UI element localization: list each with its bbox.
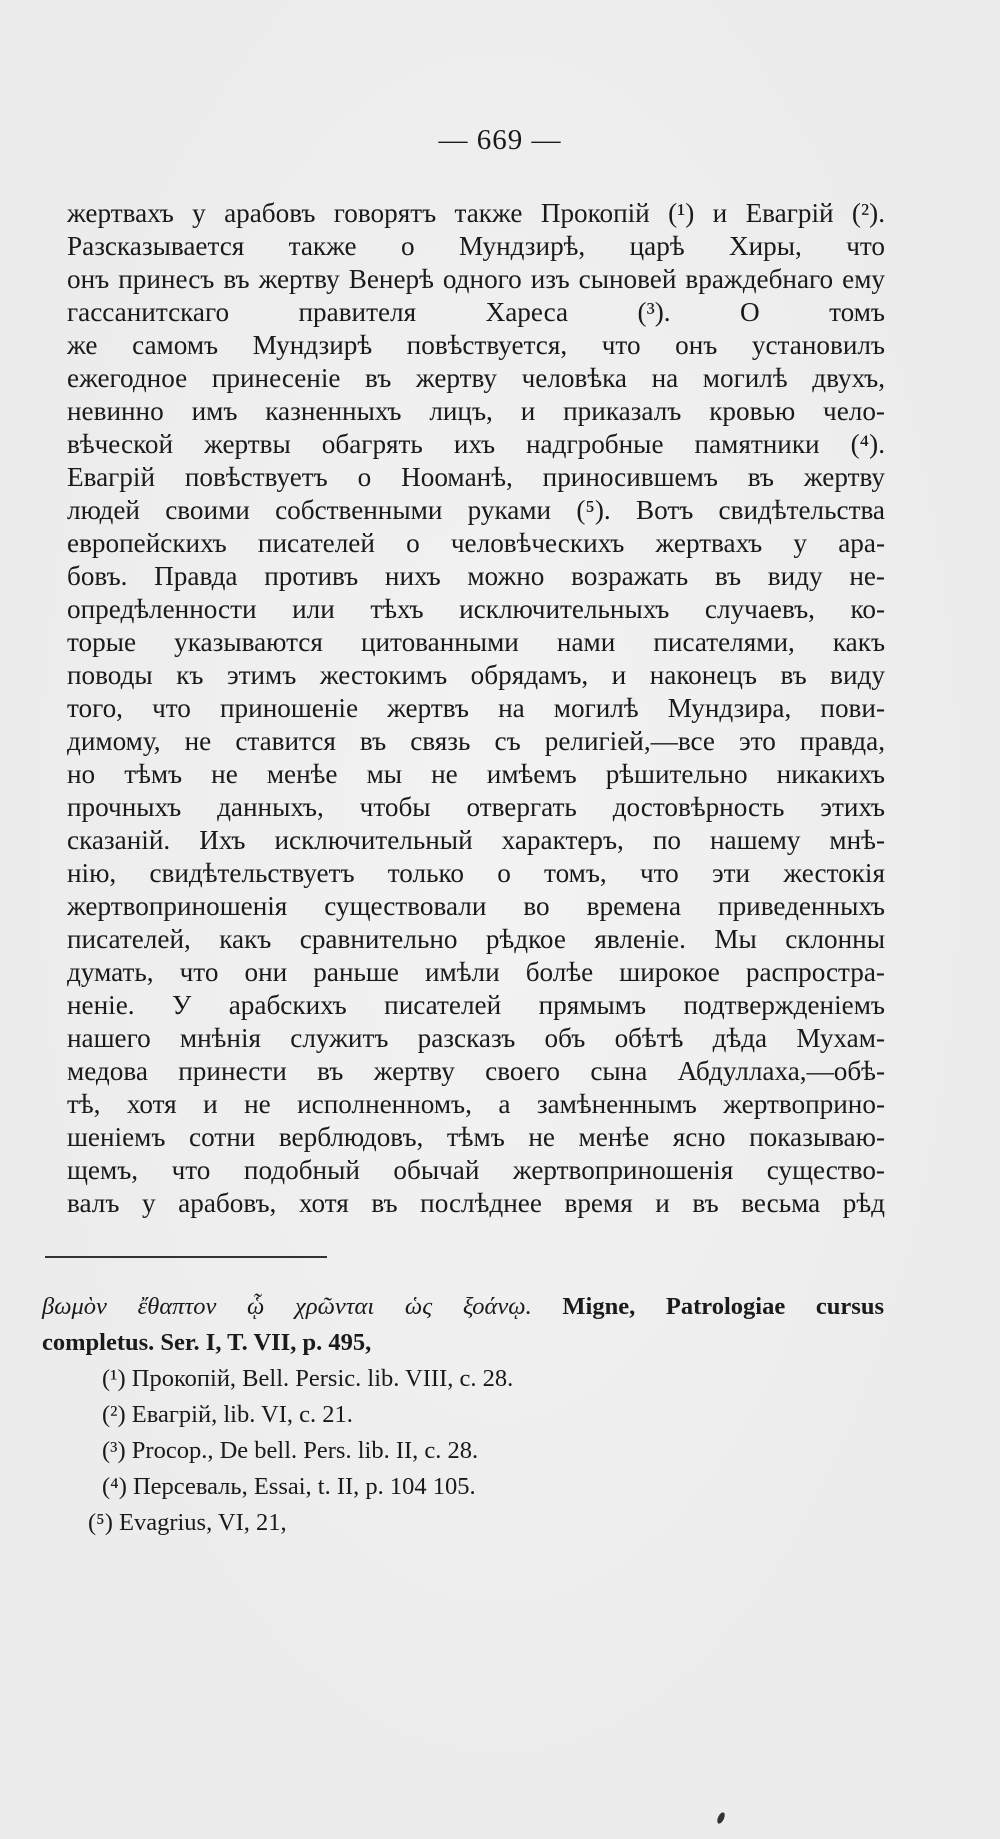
footnote-3 [42,1434,884,1470]
footnote-continuation [42,1290,884,1326]
text-line: валъ у арабовъ, хотя въ послѣднее время и въ весьма рѣд [67,1188,885,1218]
ink-speck [716,1811,727,1824]
text-line: шеніемъ сотни верблюдовъ, тѣмъ не менѣе ясно показываю- [67,1122,885,1152]
footnote-mark: (²) [102,1401,126,1428]
text-line: Евагрій повѣствуетъ о Ноомaнѣ, приносившемъ въ жертву [67,462,885,492]
text-line: торые указываются цитованными нами писателями, какъ [67,627,885,657]
footnote-mark: (³) [102,1437,126,1464]
footnote-continuation-line [42,1326,884,1362]
text-line: тѣ, хотя и не исполненномъ, а замѣненнымъ жертвоприно- [67,1089,885,1119]
text-line: онъ принесъ въ жертву Венерѣ одного изъ сыновей враждебнаго ему гассанитскаго правителя Хареса (³). О томъ [67,264,885,327]
main-text [67,197,885,1220]
text-line: нію, свидѣтельствуетъ только о томъ, что эти жестокія [67,858,885,888]
page-number: — 669 — [438,124,562,156]
text-line: сказаній. Ихъ исключительный характеръ, по нашему мнѣ- [67,825,885,855]
text-line: медова принести въ жертву своего сына Абдуллаха,—обѣ- [67,1056,885,1086]
text-line: невинно имъ казненныхъ лицъ, и приказалъ кровью чело- [67,396,885,426]
text-line: думать, что они раньше имѣли болѣе широкое распростра- [67,957,885,987]
footnote-mark: (⁴) [102,1473,127,1500]
footnote-1 [42,1362,884,1398]
text-line: писателей, какъ сравнительно рѣдкое явленіе. Мы склонны [67,924,885,954]
text-line: щемъ, что подобный обычай жертвоприношенія существо- [67,1155,885,1185]
footnote-5 [42,1506,884,1542]
text-line: димому, не ставится въ связь съ религіей,—все это правда, [67,726,885,756]
footnote-4 [42,1470,884,1506]
text-line: ежегодное принесеніе въ жертву человѣка на могилѣ двухъ, [67,363,885,393]
text-line: нашего мнѣнія служитъ разсказъ объ обѣтѣ дѣда Мухам- [67,1023,885,1053]
text-line: же самомъ Мундзирѣ повѣствуется, что онъ установилъ [67,330,885,360]
footnote-mark: (⁵) [88,1509,113,1536]
footnote-text: Evagrius, VI, 21, [118,1509,287,1536]
text-line: вѣческой жертвы обагрять ихъ надгробные памятники (⁴). [67,429,885,459]
text-line: но тѣмъ не менѣе мы не имѣемъ рѣшительно никакихъ [67,759,885,789]
footnote-reference: Migne, Patrologiae cursus [562,1293,884,1320]
footnote-text: Прокопій, Bell. Persic. lib. VIII, c. 28. [131,1365,514,1392]
text-line: неніе. У арабскихъ писателей прямымъ подтвержденіемъ [67,990,885,1020]
text-line: бовъ. Правда противъ нихъ можно возражать въ виду не- [67,561,885,591]
footnote-text: Персеваль, Essai, t. II, p. 104 105. [132,1473,476,1500]
text-line: опредѣленности или тѣхъ исключительныхъ случаевъ, ко- [67,594,885,624]
greek-quote: βωμὸν ἔθαπτον ᾧ χρῶνται ὡς ξοάνῳ. [42,1293,532,1320]
footnote-text: Евагрій, lib. VI, c. 21. [131,1401,353,1428]
text-line: жертвоприношенія существовали во времена приведенныхъ [67,891,885,921]
text-line: того, что приношеніе жертвъ на могилѣ Мундзира, пови- [67,693,885,723]
footnote-divider [45,1256,327,1258]
text-line: европейскихъ писателей о человѣческихъ жертвахъ у ара- [67,528,885,558]
text-line: поводы къ этимъ жестокимъ обрядамъ, и наконецъ въ виду [67,660,885,690]
footnote-reference-cont: completus. Ser. I, T. VII, p. 495, [42,1329,372,1356]
footnote-mark: (¹) [102,1365,126,1392]
footnote-text: Procop., De bell. Pers. lib. II, c. 28. [131,1437,479,1464]
footnote-2 [42,1398,884,1434]
footnotes [42,1290,884,1542]
text-line: людей своими собственными руками (⁵). Вотъ свидѣтельства [67,495,885,525]
text-line: прочныхъ данныхъ, чтобы отвергать достовѣрность этихъ [67,792,885,822]
text-line: жертвахъ у арабовъ говорятъ также Прокопій (¹) и Евагрій (²). Разсказывается также о Мундзирѣ, царѣ Хиры, что [67,198,885,261]
